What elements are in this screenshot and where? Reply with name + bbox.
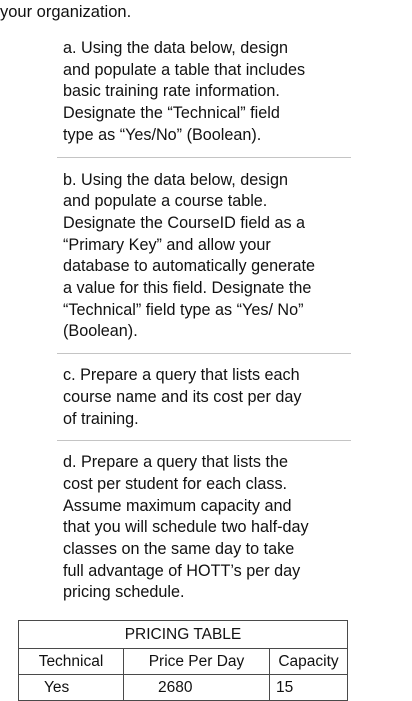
column-header-price-per-day: Price Per Day <box>124 649 270 675</box>
question-b-text <box>57 158 351 354</box>
text-line: database to automatically generate <box>63 257 315 276</box>
table-title-row <box>19 621 348 649</box>
question-d-text <box>57 441 351 604</box>
question-item-a <box>57 38 351 158</box>
cell-price-per-day: 2680 <box>124 675 270 701</box>
column-header-technical: Technical <box>19 649 124 675</box>
text-line: cost per student for each class. <box>63 474 288 493</box>
text-line: a. Using the data below, design <box>63 39 288 57</box>
text-line: “Primary Key” and allow your <box>63 235 271 254</box>
question-item-c <box>57 354 351 441</box>
text-line: a value for this field. Designate the <box>63 279 312 298</box>
question-list <box>57 38 351 604</box>
cell-capacity: 15 <box>270 675 348 701</box>
text-line: d. Prepare a query that lists the <box>63 453 288 472</box>
text-line: Designate the “Technical” field <box>63 104 280 123</box>
question-a-text <box>57 38 351 157</box>
text-line: classes on the same day to take <box>63 540 295 559</box>
table-header-row <box>19 649 348 675</box>
text-line: basic training rate information. <box>63 82 280 101</box>
text-line: of training. <box>63 409 139 428</box>
column-header-capacity: Capacity <box>270 649 348 675</box>
text-line: “Technical” field type as “Yes/ No” <box>63 300 304 319</box>
intro-text: your organization. <box>0 3 132 21</box>
text-line: full advantage of HOTT’s per day <box>63 561 301 580</box>
text-line: and populate a table that includes <box>63 60 306 79</box>
text-line: type as “Yes/No” (Boolean). <box>63 125 262 144</box>
cell-technical: Yes <box>19 675 124 701</box>
text-line: and populate a course table. <box>63 192 268 211</box>
text-line: Assume maximum capacity and <box>63 496 292 515</box>
table-row <box>19 675 348 701</box>
pricing-table <box>18 620 348 701</box>
text-line: pricing schedule. <box>63 583 185 602</box>
text-line: (Boolean). <box>63 322 138 341</box>
table-title: PRICING TABLE <box>19 621 348 649</box>
question-c-text <box>57 354 351 440</box>
question-item-b <box>57 158 351 355</box>
text-line: course name and its cost per day <box>63 387 302 406</box>
text-line: b. Using the data below, design <box>63 170 288 189</box>
text-line: Designate the CourseID field as a <box>63 213 306 232</box>
question-item-d <box>57 441 351 604</box>
text-line: that you will schedule two half-day <box>63 518 309 537</box>
text-line: c. Prepare a query that lists each <box>63 366 300 385</box>
